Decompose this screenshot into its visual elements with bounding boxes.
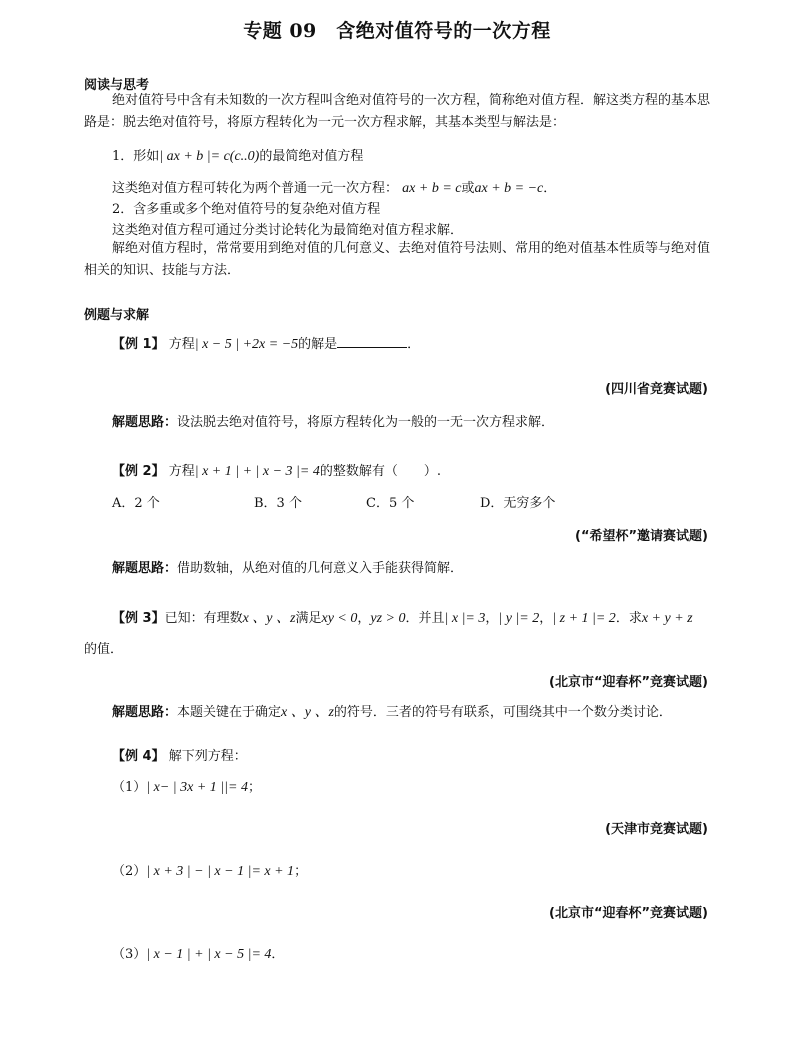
example-4-q2 [112, 860, 307, 880]
example-1-hint-text: 设法脱去绝对值符号，将原方程转化为一般的一无一次方程求解． [177, 415, 555, 430]
example-3-text2: 满足 [295, 611, 322, 626]
option-d: D．无穷多个 [480, 496, 556, 511]
example-3-cond1: xy < 0 [321, 611, 358, 626]
example-4-q1-source: (天津市竞赛试题) [605, 822, 708, 837]
example-4-question [112, 745, 247, 764]
example-3-source: (北京市“迎春杯”竞赛试题) [549, 675, 708, 690]
example-2-hint [112, 557, 463, 576]
answer-blank [337, 335, 407, 348]
example-4-q3-num: （3） [112, 947, 147, 962]
example-3-line2: 的值． [84, 642, 124, 657]
example-1-question [112, 333, 420, 353]
example-3-hint [112, 701, 672, 721]
example-3-text1: 已知：有理数 [164, 611, 243, 626]
example-3-sep1: ， [357, 611, 371, 626]
example-3-expr: x + y + z [641, 611, 693, 626]
option-c: C．5 个 [366, 496, 415, 511]
example-2-math: | x + 1 | + | x − 3 |= 4 [194, 464, 320, 479]
example-1-source: (四川省竞赛试题) [605, 382, 708, 397]
example-3-cond2: yz > 0 [370, 611, 406, 626]
section-heading-examples: 例题与求解 [84, 308, 150, 323]
example-4-text: 解下列方程： [168, 749, 247, 764]
closing-paragraph: 解绝对值方程时，常常要用到绝对值的几何意义、去绝对值符号法则、常用的绝对值基本性质等与绝对值相关的知识、技能与方法． [84, 241, 711, 278]
section-heading-reading: 阅读与思考 [84, 78, 150, 93]
example-3-text4: ．求 [615, 611, 642, 626]
item1-desc-line [112, 177, 556, 197]
example-4-q2-math: | x + 3 | − | x − 1 |= x + 1 [146, 864, 295, 879]
example-3-sep3: ， [539, 611, 553, 626]
item1-suffix: 的最简绝对值方程 [259, 149, 364, 164]
item2-line: 2．含多重或多个绝对值符号的复杂绝对值方程 [112, 202, 381, 217]
example-4-q1 [112, 776, 261, 796]
example-3-vars: x 、y 、z [242, 611, 296, 626]
example-4-q3 [112, 943, 284, 963]
item1-desc-math1: ax + b = c [402, 181, 462, 196]
example-1-end: ． [407, 337, 421, 352]
item1-prefix: 1．形如 [112, 149, 160, 164]
example-3-abs1: | x |= 3 [444, 611, 486, 626]
item1-desc-math2: ax + b = −c [474, 181, 544, 196]
item1-desc-prefix: 这类绝对值方程可转化为两个普通一元一次方程： [112, 181, 399, 196]
example-1-prefix: 方程 [168, 337, 195, 352]
item1-desc-end: ． [543, 181, 557, 196]
example-2-prefix: 方程 [168, 464, 195, 479]
item1-math: | ax + b |= c(c..0) [159, 149, 260, 164]
example-1-suffix: 的解是 [298, 337, 338, 352]
option-a: A．2 个 [112, 496, 160, 511]
example-1-math: | x − 5 | +2x = −5 [194, 337, 299, 352]
item2-desc-line: 这类绝对值方程可通过分类讨论转化为最简绝对值方程求解． [112, 223, 464, 238]
example-3-hint-label: 解题思路： [112, 705, 178, 720]
example-1-hint [112, 411, 554, 430]
example-3-hint-vars: x 、y 、z [281, 705, 334, 720]
example-4-q1-end: ； [247, 780, 261, 795]
example-3-hint-suffix: 的符号．三者的符号有联系，可围绕其中一个数分类讨论． [333, 705, 672, 720]
page-title: 专题 09 含绝对值符号的一次方程 [243, 20, 551, 42]
item1-line [112, 145, 363, 165]
intro-paragraph: 绝对值符号中含有未知数的一次方程叫含绝对值符号的一次方程，简称绝对值方程．解这类方程的基本思路是：脱去绝对值符号，将原方程转化为一元一次方程求解，其基本类型与解法是： [84, 93, 711, 130]
example-2-suffix: 的整数解有（ ）. [319, 464, 441, 479]
example-1-label: 【例 1】 [112, 337, 165, 352]
example-1-hint-label: 解题思路： [112, 415, 178, 430]
example-3-question [112, 607, 693, 627]
example-3-hint-prefix: 本题关键在于确定 [177, 705, 282, 720]
example-4-q1-num: （1） [112, 780, 147, 795]
example-2-source: (“希望杯”邀请赛试题) [575, 529, 708, 544]
example-3-text3: ．并且 [405, 611, 445, 626]
option-b: B．3 个 [254, 496, 302, 511]
example-4-q2-num: （2） [112, 864, 147, 879]
example-4-label: 【例 4】 [112, 749, 165, 764]
example-3-label: 【例 3】 [112, 611, 165, 626]
example-3-sep2: ， [485, 611, 499, 626]
example-4-q2-source: (北京市“迎春杯”竞赛试题) [549, 906, 708, 921]
example-2-question [112, 460, 441, 480]
example-4-q3-math: | x − 1 | + | x − 5 |= 4 [146, 947, 272, 962]
example-4-q2-end: ； [294, 864, 308, 879]
example-4-q1-math: | x− | 3x + 1 ||= 4 [146, 780, 248, 795]
example-2-hint-text: 借助数轴，从绝对值的几何意义入手能获得简解． [177, 561, 464, 576]
example-2-hint-label: 解题思路： [112, 561, 178, 576]
item1-desc-or: 或 [461, 181, 475, 196]
example-3-abs2: | y |= 2 [498, 611, 540, 626]
example-3-abs3: | z + 1 |= 2 [552, 611, 616, 626]
example-4-q3-end: ． [271, 947, 285, 962]
example-2-label: 【例 2】 [112, 464, 165, 479]
